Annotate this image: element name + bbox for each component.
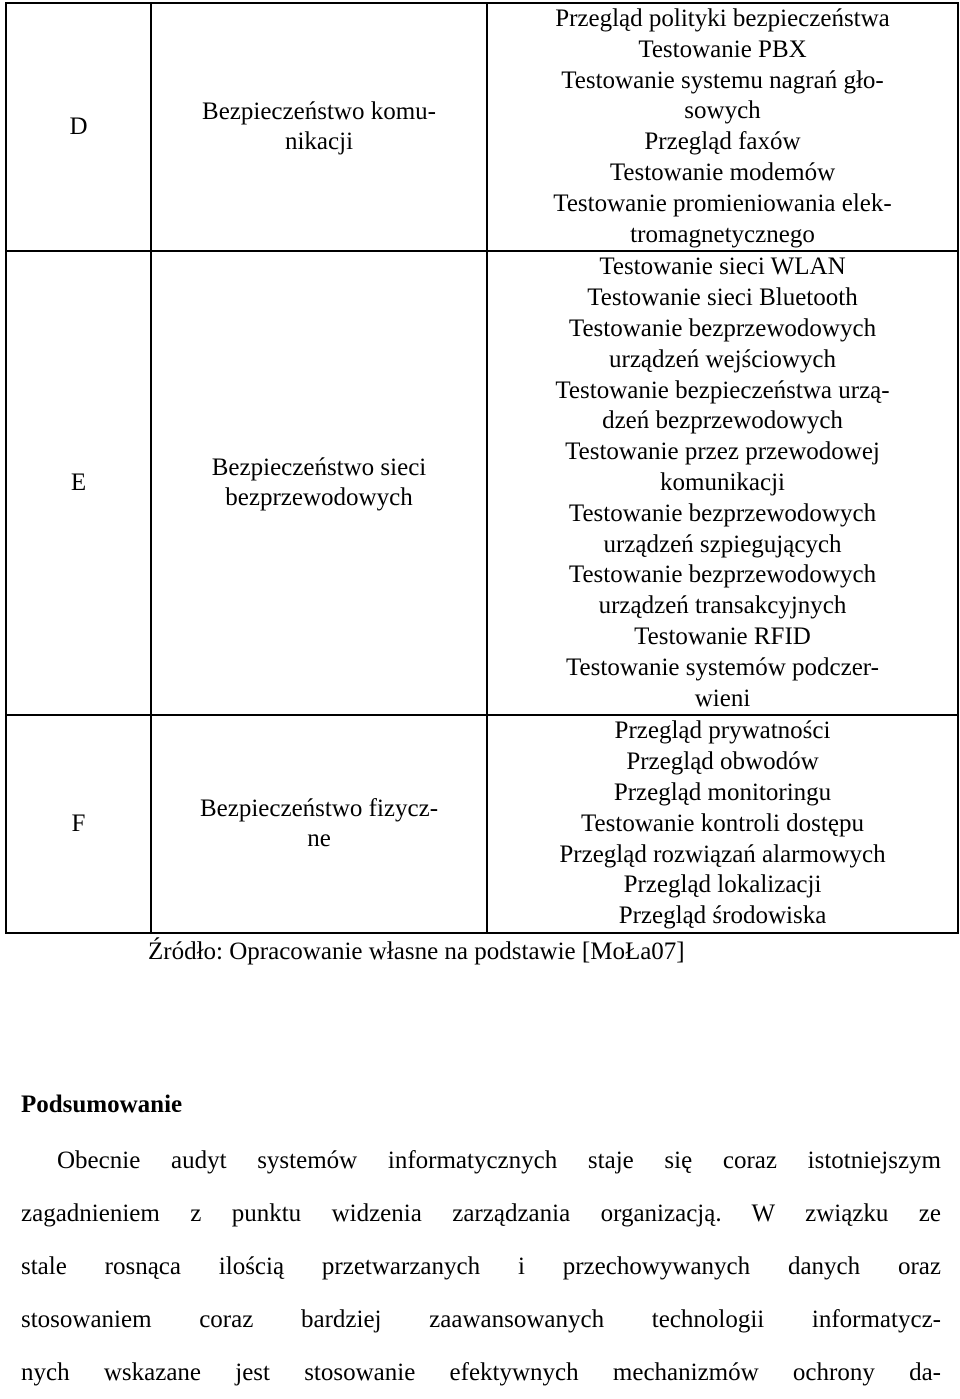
tests-cell <box>487 251 958 715</box>
test-item: Testowanie sieci WLAN <box>599 253 846 281</box>
test-item: urządzeń szpiegujących <box>603 530 842 558</box>
test-item: wieni <box>694 684 751 712</box>
test-item: Przegląd lokalizacji <box>623 871 822 899</box>
test-item: Testowanie bezprzewodowych <box>568 314 877 342</box>
test-item: Przegląd prywatności <box>614 717 831 745</box>
row-id-cell: D <box>6 3 151 251</box>
row-id-cell: E <box>6 251 151 715</box>
test-item: Testowanie promieniowania elek- <box>553 189 892 217</box>
test-item: urządzeń wejściowych <box>609 345 836 373</box>
paragraph-line: zagadnieniem z punktu widzenia zarządzania organizacją. W związku ze <box>21 1200 941 1227</box>
audit-areas-table <box>5 2 959 934</box>
test-item: Przegląd rozwiązań alarmowych <box>559 840 886 868</box>
table-source-caption: Źródło: Opracowanie własne na podstawie [MoŁa07] <box>148 938 685 965</box>
test-item: Przegląd polityki bezpieczeństwa <box>555 5 890 32</box>
test-item: Testowanie kontroli dostępu <box>581 809 864 837</box>
tests-cell <box>487 3 958 251</box>
test-item: Przegląd monitoringu <box>613 778 832 806</box>
table-row <box>6 251 958 715</box>
test-item: Testowanie RFID <box>634 622 811 650</box>
paragraph-line: stale rosnąca ilością przetwarzanych i przechowywanych danych oraz <box>21 1253 941 1280</box>
test-item: Testowanie bezprzewodowych <box>568 499 877 527</box>
test-item: Testowanie bezpieczeństwa urzą- <box>555 376 890 404</box>
paragraph-line: stosowaniem coraz bardziej zaawansowanych technologii informatycz- <box>21 1306 941 1333</box>
test-item: Testowanie systemów podczer- <box>566 653 879 681</box>
test-item: Testowanie systemu nagrań gło- <box>561 66 884 94</box>
paragraph-line: nych wskazane jest stosowanie efektywnych mechanizmów ochrony da- <box>21 1359 941 1386</box>
area-name-cell <box>151 3 487 251</box>
test-item: tromagnetycznego <box>630 220 815 248</box>
test-item: Testowanie modemów <box>609 158 836 186</box>
test-item: urządzeń transakcyjnych <box>598 592 847 620</box>
table-row <box>6 715 958 933</box>
body-paragraph <box>21 1134 941 1399</box>
test-item: komunikacji <box>660 468 785 496</box>
test-item: Przegląd faxów <box>644 128 801 156</box>
test-item: Testowanie przez przewodowej <box>565 438 880 466</box>
test-item: Testowanie PBX <box>638 35 807 63</box>
test-item: Przegląd środowiska <box>618 902 827 930</box>
area-name-cell <box>151 715 487 933</box>
test-item: sowych <box>684 97 761 125</box>
test-item: Przegląd obwodów <box>626 748 819 776</box>
test-item: Testowanie bezprzewodowych <box>568 561 877 589</box>
area-name: Bezpieczeństwo sieci bezprzewodowych <box>211 454 427 512</box>
tests-cell <box>487 715 958 933</box>
test-item: dzeń bezprzewodowych <box>602 407 843 435</box>
table-row <box>6 3 958 251</box>
section-heading: Podsumowanie <box>21 1091 183 1118</box>
paragraph-line: Obecnie audyt systemów informatycznych staje się coraz istotniejszym <box>57 1147 941 1174</box>
area-name-cell <box>151 251 487 715</box>
test-item: Testowanie sieci Bluetooth <box>587 284 858 312</box>
area-name: Bezpieczeństwo fizycz- ne <box>199 795 439 853</box>
row-id-cell: F <box>6 715 151 933</box>
area-name: Bezpieczeństwo komu- nikacji <box>202 98 436 156</box>
